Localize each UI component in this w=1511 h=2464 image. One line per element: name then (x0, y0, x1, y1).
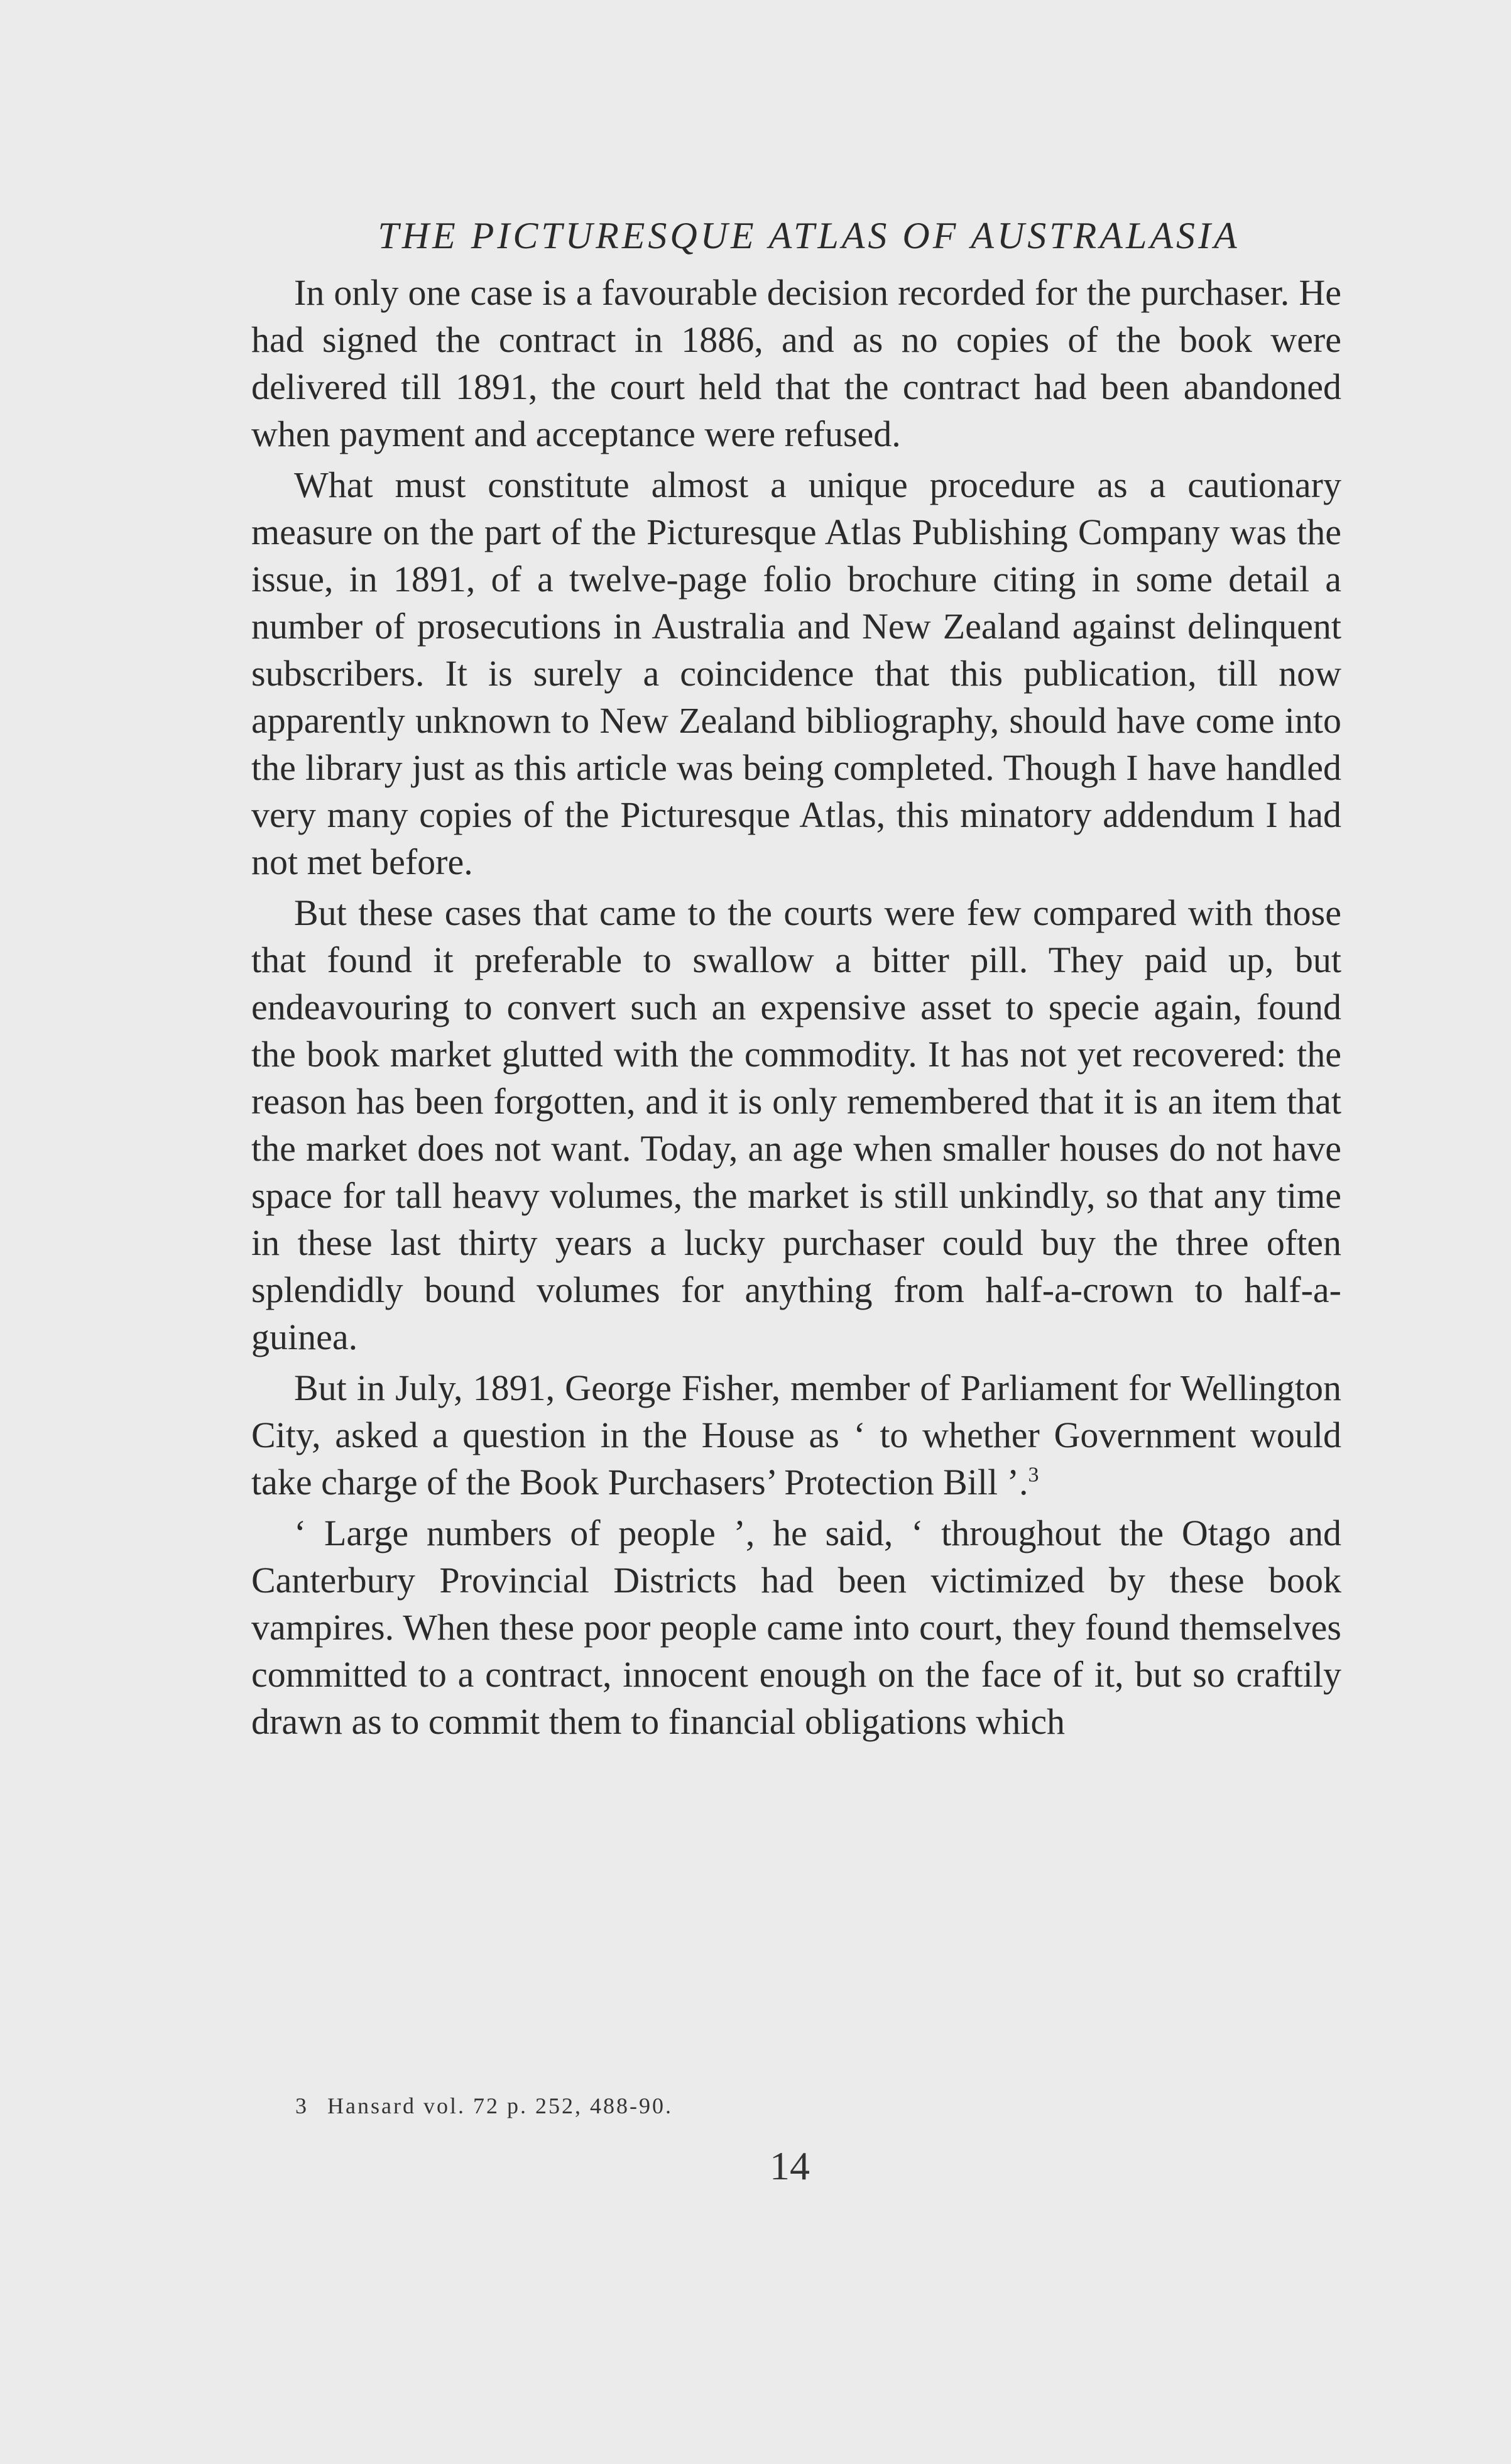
running-head: THE PICTURESQUE ATLAS OF AUSTRALASIA (378, 215, 1240, 256)
paragraph-1 (251, 269, 1341, 457)
paragraph-text: ‘ Large numbers of people ’, he said, ‘ throughout the Otago and Canterbury Provincial Districts had been victimized by these book vampires. When these poor people came into court, they found themselves committed to a contract, innocent enough on the face of it, but so craftily drawn as to commit them to financial obligations which (251, 1513, 1341, 1742)
paragraph-text: What must constitute almost a unique procedure as a cautionary measure on the part of the Picturesque Atlas Publishing Company was the issue, in 1891, of a twelve-page folio brochure citing in some detail a number of prosecutions in Australia and New Zealand against delinquent subscribers. It is surely a coincidence that this publication, till now apparently unknown to New Zealand bibliography, should have come into the library just as this article was being completed. Though I have handled very many copies of the Picturesque Atlas, this minatory addendum I had not met before. (251, 464, 1341, 882)
paragraph-text: But these cases that came to the courts were few compared with those that found it preferable to swallow a bitter pill. They paid up, but endeavouring to convert such an expensive asset to specie again, found the book market glutted with the commodity. It has not yet recovered: the reason has been forgotten, and it is only remembered that it is an item that the market does not want. Today, an age when smaller houses do not have space for tall heavy volumes, the market is still unkindly, so that any time in these last thirty years a lucky purchaser could buy the three often splendidly bound volumes for anything from half-a-crown to half-a-guinea. (251, 892, 1341, 1357)
footnote-text: Hansard vol. 72 p. 252, 488-90. (327, 2093, 673, 2118)
paragraph-text: But in July, 1891, George Fisher, member of Parliament for Wellington City, asked a question in the House as ‘ to whether Government would take charge of the Book Purchasers’ Protection Bill ’. (251, 1367, 1341, 1503)
paragraph-text: In only one case is a favourable decision recorded for the purchaser. He had signed the contract in 1886, and as no copies of the book were delivered till 1891, the court held that the contract had been abandoned when payment and acceptance were refused. (251, 272, 1341, 454)
footnote-number: 3 (295, 2093, 308, 2118)
paragraph-3 (251, 889, 1341, 1361)
page-body (251, 207, 1341, 1749)
footnote-reference[interactable]: 3 (1028, 1463, 1039, 1487)
page-number: 14 (770, 2144, 810, 2188)
paragraph-5 (251, 1509, 1341, 1745)
paragraph-2 (251, 461, 1341, 885)
footnote (295, 2093, 673, 2119)
paragraph-4 (251, 1364, 1341, 1506)
